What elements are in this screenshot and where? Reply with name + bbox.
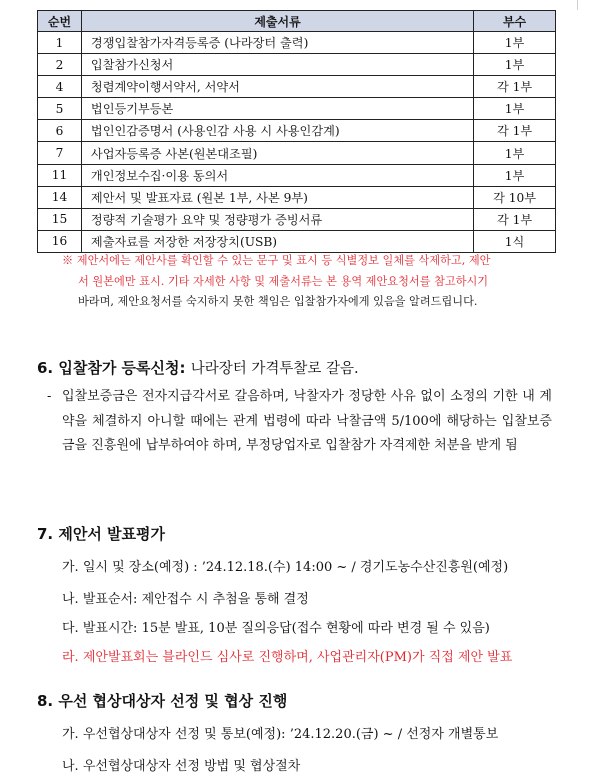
submission-note: [62, 251, 552, 313]
row-count: 1부: [474, 54, 556, 76]
row-document: 사업자등록증 사본(원본대조필): [81, 142, 473, 164]
section-7-item-1: 가. 일시 및 장소(예정) : ’24.12.18.(수) 14:00 ~ / 경기도농수산진흥원(예정): [62, 560, 509, 575]
row-number: 2: [38, 54, 82, 76]
page-edge-marker: [577, 0, 578, 10]
table-row: [38, 76, 556, 98]
note-mark: ※: [62, 254, 74, 267]
row-count: 1식: [474, 230, 556, 252]
section-6-body-text: 입찰보증금은 전자지급각서로 갈음하며, 낙찰자가 정당한 사유 없이 소정의 기한 내 계약을 체결하지 아니할 때에는 관계 법령에 따라 낙찰금액 5/100에 해당하는 입찰보증금을 진흥원에 납부하여야 하며, 부정당업자로 입찰참가 자격제한 처분을 받게 됨: [62, 389, 552, 453]
row-count: 각 10부: [474, 186, 556, 208]
note-red-text-2: 서 원본에만 표시. 기타 자세한 사항 및 제출서류는 본 용역 제안요청서를 참고하시기: [78, 274, 489, 288]
note-line-1: [62, 251, 552, 272]
table-row: [38, 98, 556, 120]
header-number: 순번: [38, 11, 82, 32]
row-count: 각 1부: [474, 120, 556, 142]
table-row: [38, 208, 556, 230]
table-row: [38, 32, 556, 54]
row-count: 각 1부: [474, 76, 556, 98]
row-document: 법인등기부등본: [81, 98, 473, 120]
section-8-item-1: 가. 우선협상대상자 선정 및 통보(예정): ’24.12.20.(금) ~ / 선정자 개별통보: [62, 727, 499, 742]
section-8-heading: 8. 우선 협상대상자 선정 및 협상 진행: [37, 692, 288, 710]
section-8-item-2: 나. 우선협상대상자 선정 방법 및 협상절차: [62, 759, 301, 774]
row-count: 1부: [474, 32, 556, 54]
header-document: 제출서류: [81, 11, 473, 32]
row-number: 5: [38, 98, 82, 120]
row-document: 청렴계약이행서약서, 서약서: [81, 76, 473, 98]
row-number: 15: [38, 208, 82, 230]
table-row: [38, 186, 556, 208]
row-document: 제안서 및 발표자료 (원본 1부, 사본 9부): [81, 186, 473, 208]
row-number: 1: [38, 32, 82, 54]
table-row: [38, 54, 556, 76]
row-number: 6: [38, 120, 82, 142]
header-count: 부수: [474, 11, 556, 32]
section-7-item-4-highlight: 라. 제안발표회는 블라인드 심사로 진행하며, 사업관리자(PM)가 직접 제안 발표: [62, 650, 513, 665]
section-6-heading: [37, 357, 359, 378]
dash-bullet: -: [47, 389, 52, 404]
row-count: 1부: [474, 142, 556, 164]
row-number: 7: [38, 142, 82, 164]
table-row: [38, 120, 556, 142]
note-line-3: 바라며, 제안요청서를 숙지하지 못한 책임은 입찰참가자에게 있음을 알려드립니다.: [78, 295, 478, 308]
row-document: 입찰참가신청서: [81, 54, 473, 76]
section-7-heading: 7. 제안서 발표평가: [37, 525, 166, 543]
table-row: [38, 164, 556, 186]
row-number: 16: [38, 230, 82, 252]
section-7-item-3: 다. 발표시간: 15분 발표, 10분 질의응답(접수 현황에 따라 변경 될 수 있음): [62, 621, 490, 636]
row-number: 4: [38, 76, 82, 98]
table-row: [38, 230, 556, 252]
row-count: 1부: [474, 98, 556, 120]
row-count: 1부: [474, 164, 556, 186]
row-document: 정량적 기술평가 요약 및 정량평가 증빙서류: [81, 208, 473, 230]
row-count: 각 1부: [474, 208, 556, 230]
note-red-text-1: 제안서에는 제안사를 확인할 수 있는 문구 및 표시 등 식별정보 일체를 삭제하고, 제안: [76, 254, 491, 267]
row-number: 11: [38, 164, 82, 186]
section-6-body: [47, 385, 552, 459]
row-document: 법인인감증명서 (사용인감 사용 시 사용인감계): [81, 120, 473, 142]
table-row: [38, 142, 556, 164]
submission-documents-table: [37, 10, 556, 253]
row-document: 개인정보수집·이용 동의서: [81, 164, 473, 186]
row-document: 제출자료를 저장한 저장장치(USB): [81, 230, 473, 252]
section-6-title-rest: 나라장터 가격투찰로 갈음.: [190, 361, 359, 377]
table-header-row: [38, 11, 556, 32]
section-6-title: 6. 입찰참가 등록신청:: [37, 359, 186, 377]
note-line-2: [62, 272, 552, 293]
row-document: 경쟁입찰참가자격등록증 (나라장터 출력): [81, 32, 473, 54]
row-number: 14: [38, 186, 82, 208]
section-7-item-2: 나. 발표순서: 제안접수 시 추첨을 통해 결정: [62, 592, 309, 607]
